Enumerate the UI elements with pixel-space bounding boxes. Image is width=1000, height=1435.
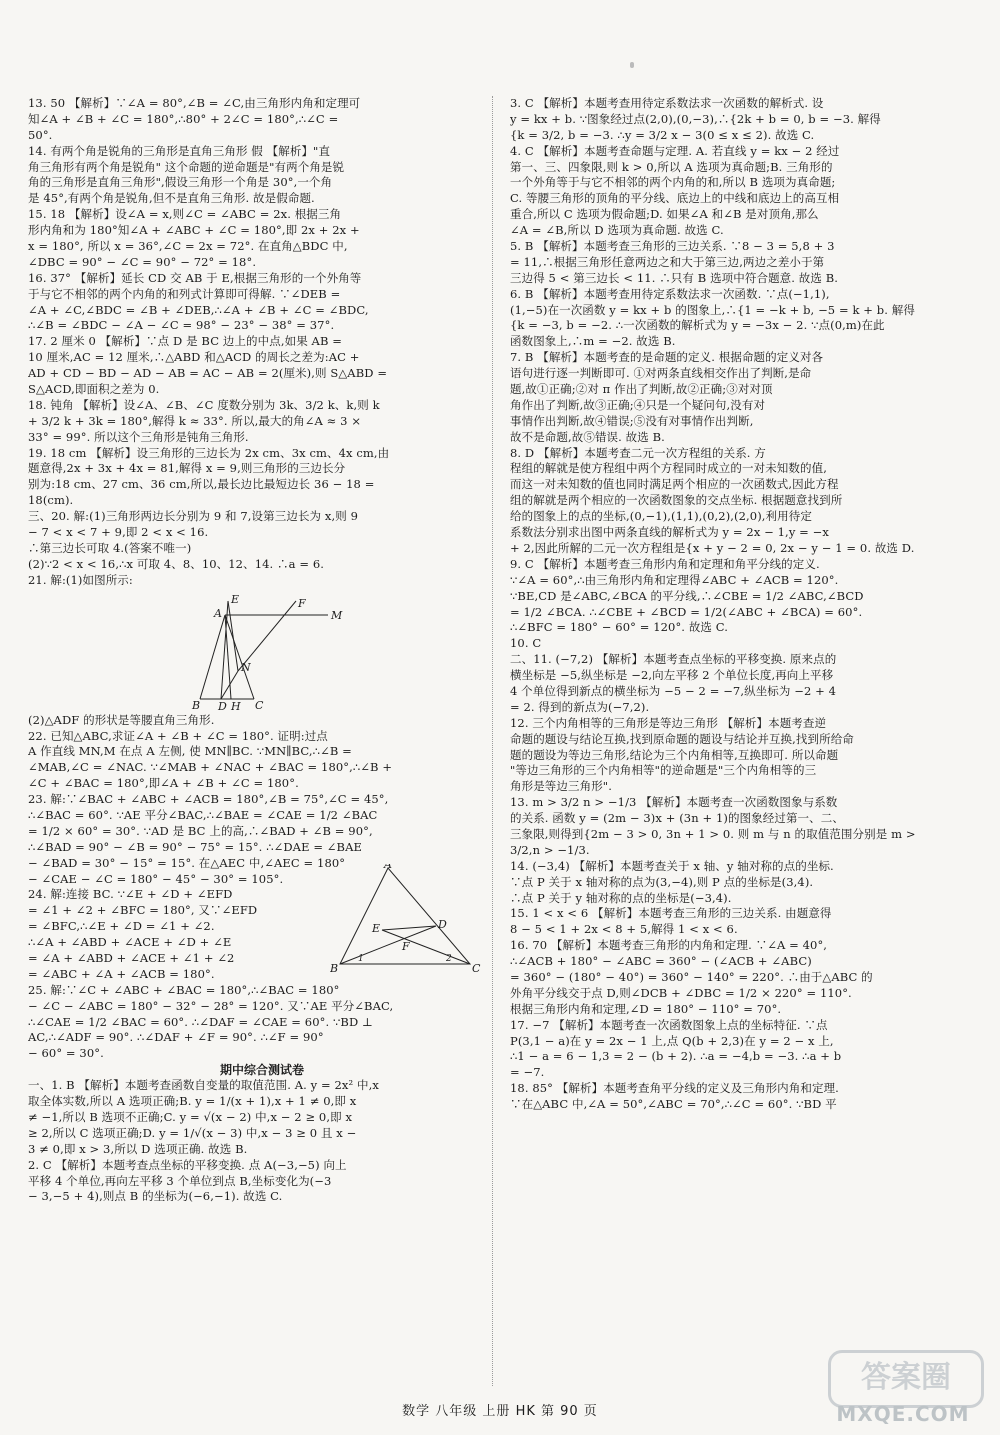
text-line: 而这一对未知数的值也同时满足两个相应的一次函数式,因此方程: [510, 477, 839, 492]
text-line: 22. 已知△ABC,求证∠A + ∠B + ∠C = 180°. 证明:过点: [28, 728, 328, 743]
text-line: 取全体实数,所以 A 选项正确;B. y = 1/(x + 1),x + 1 ≠ 0,即 x: [28, 1094, 357, 1109]
text-line: 角形是等边三角形".: [510, 779, 612, 794]
text-line: ∠A = ∠B,所以 D 选项为真命题. 故选 C.: [510, 223, 724, 238]
text-line: 函数图象上,∴m = −2. 故选 B.: [510, 334, 676, 349]
text-line: 15. 1 < x < 6 【解析】本题考查三角形的三边关系. 由题意得: [510, 906, 832, 921]
text-line: 18(cm).: [28, 493, 74, 508]
text-line: = 2. 得到的新点为(−7,2).: [510, 699, 650, 714]
text-line: 一、1. B 【解析】本题考查函数自变量的取值范围. A. y = 2x² 中,x: [28, 1078, 379, 1093]
text-line: (2)∵2 < x < 16,∴x 可取 4、8、10、12、14. ∴a = 6.: [28, 556, 325, 571]
text-line: 4 个单位得到新点的横坐标为 −5 − 2 = −7,纵坐标为 −2 + 4: [510, 683, 837, 698]
text-line: 15. 18 【解析】设∠A = x,则∠C = ∠ABC = 2x. 根据三角: [28, 207, 342, 222]
text-line: 知∠A + ∠B + ∠C = 180°,∴80° + 2∠C = 180°,∴∠C =: [28, 111, 339, 126]
figure-24-diagram: [330, 864, 496, 974]
text-line: ∠A + ∠C,∠BDC = ∠B + ∠DEB,∴∠A + ∠B + ∠C = ∠BDC,: [28, 302, 369, 317]
text-line: 12. 三个内角相等的三角形是等边三角形 【解析】本题考查逆: [510, 715, 827, 730]
text-line: 16. 70 【解析】本题考查三角形的内角和定理. ∵∠A = 40°,: [510, 938, 828, 953]
text-line: 三、20. 解:(1)三角形两边长分别为 9 和 7,设第三边长为 x,则 9: [28, 509, 359, 524]
text-line: 是 45°,有两个角是锐角,但不是直角三角形. 故是假命题.: [28, 191, 315, 206]
text-line: 23. 解:∵∠BAC + ∠ABC + ∠ACB = 180°,∠B = 75°,∠C = 45°,: [28, 792, 389, 807]
text-line: ∴∠B = ∠BDC − ∠A − ∠C = 98° − 23° − 38° = 37°.: [28, 318, 335, 333]
text-line: 别为:18 cm、27 cm、36 cm,所以,最长边比最短边长 36 − 18 =: [28, 477, 375, 492]
text-line: 17. −7 【解析】本题考查一次函数图象上点的坐标特征. ∵点: [510, 1017, 828, 1032]
text-line: ∴第三边长可取 4.(答案不唯一): [28, 540, 192, 555]
fig24-label-A: A: [384, 864, 392, 871]
text-line: 程组的解就是使方程组中两个方程同时成立的一对未知数的值,: [510, 461, 827, 476]
text-line: "等边三角形的三个内角相等"的逆命题是"三个内角相等的三: [510, 763, 817, 778]
text-line: x = 180°, 所以 x = 36°,∠C = 2x = 72°. 在直角△BDC 中,: [28, 239, 348, 254]
fig21-label-M: M: [331, 608, 343, 622]
text-line: 18. 钝角 【解析】设∠A、∠B、∠C 度数分别为 3k、3/2 k、k,则 k: [28, 397, 380, 412]
text-line: + 3/2 k + 3k = 180°,解得 k ≈ 33°. 所以,最大的角∠A ≈ 3 ×: [28, 413, 362, 428]
watermark-url: MXQE.COM: [836, 1402, 970, 1426]
text-line: 4. C 【解析】本题考查命题与定理. A. 若直线 y = kx − 2 经过: [510, 143, 840, 158]
text-line: 故不是命题,故⑤错误. 故选 B.: [510, 429, 665, 444]
fig24-label-D: D: [438, 918, 447, 931]
text-line: 21. 解:(1)如图所示:: [28, 572, 133, 587]
text-line: ∴点 P 关于 y 轴对称的点的坐标是(−3,4).: [510, 890, 732, 905]
text-line: ∵在△ABC 中,∠A = 50°,∠ABC = 70°,∴∠C = 60°. ∵BD 平: [510, 1097, 837, 1112]
text-line: A 作直线 MN,M 在点 A 左侧, 使 MN∥BC. ∵MN∥BC,∴∠B =: [28, 744, 352, 759]
text-line: {k = 3/2, b = −3. ∴y = 3/2 x − 3(0 ≤ x ≤ 2). 故选 C.: [510, 127, 815, 142]
text-line: = 360° − (180° − 40°) = 360° − 140° = 220°. ∴由于△ABC 的: [510, 969, 873, 984]
text-line: ∠DBC = 90° − ∠C = 90° − 72° = 18°.: [28, 254, 257, 269]
text-line: 13. 50 【解析】∵∠A = 80°,∠B = ∠C,由三角形内角和定理可: [28, 96, 361, 110]
text-line: 9. C 【解析】本题考查三角形内角和定理和角平分线的定义.: [510, 556, 820, 571]
text-line: 13. m > 3/2 n > −1/3 【解析】本题考查一次函数图象与系数: [510, 795, 838, 810]
figure-21: [28, 591, 496, 711]
fig21-label-H: H: [231, 699, 241, 711]
text-line: (2)△ADF 的形状是等腰直角三角形.: [28, 712, 215, 727]
text-line: 18. 85° 【解析】本题考查角平分线的定义及三角形内角和定理.: [510, 1081, 839, 1096]
fig24-label-1: 1: [358, 954, 364, 964]
text-line: + 2,因此所解的二元一次方程组是{x + y − 2 = 0, 2x − y − 1 = 0. 故选 D.: [510, 540, 915, 555]
fig21-label-B: B: [192, 698, 201, 711]
text-line: y = kx + b. ∵图象经过点(2,0),(0,−3),∴{2k + b = 0, b = −3. 解得: [510, 111, 881, 126]
text-line: ∴∠BFC = 180° − 60° = 120°. 故选 C.: [510, 620, 729, 635]
column-divider: [492, 96, 493, 1386]
fig24-label-F: F: [402, 940, 410, 953]
text-line: = ∠A + ∠ABD + ∠ACE + ∠1 + ∠2: [28, 950, 235, 965]
text-line: 重合,所以 C 选项为假命题;D. 如果∠A 和∠B 是对顶角,那么: [510, 207, 819, 222]
scan-speck: [630, 62, 634, 68]
text-line: 14. 有两个角是锐角的三角形是直角三角形 假 【解析】"直: [28, 143, 331, 158]
text-line: 二、11. (−7,2) 【解析】本题考查点坐标的平移变换. 原来点的: [510, 652, 837, 667]
text-line: ∴∠CAE = 1/2 ∠BAC = 60°. ∴∠DAF = ∠CAE = 60°. ∵BD ⊥: [28, 1014, 373, 1029]
fig21-label-E: E: [231, 592, 240, 606]
left-answers-part-3: [28, 1078, 496, 1205]
fig21-label-N: N: [241, 660, 251, 674]
text-line: 8. D 【解析】本题考查二元一次方程组的关系. 方: [510, 445, 766, 460]
text-line: 给的图象上的点的坐标,(0,−1),(1,1),(0,2),(2,0),利用待定: [510, 509, 812, 524]
text-line: 25. 解:∵∠C + ∠ABC + ∠BAC = 180°,∴∠BAC = 180°: [28, 982, 340, 997]
text-line: = ∠BFC,∴∠E + ∠D = ∠1 + ∠2.: [28, 919, 215, 934]
text-line: = 11,∴根据三角形任意两边之和大于第三边,两边之差小于第: [510, 254, 825, 269]
midterm-section-title: 期中综合测试卷: [219, 1063, 304, 1078]
text-line: 事情作出判断,故④错误;⑤没有对事情作出判断,: [510, 413, 754, 428]
text-line: − ∠BAD = 30° − 15° = 15°. 在△AEC 中,∠AEC = 180°: [28, 855, 346, 870]
text-line: − 60° = 30°.: [28, 1046, 104, 1061]
text-line: = ∠ABC + ∠A + ∠ACB = 180°.: [28, 966, 215, 981]
text-line: 10. C: [510, 636, 542, 651]
text-line: 题意得,2x + 3x + 4x = 81,解得 x = 9,则三角形的三边长分: [28, 461, 346, 476]
text-line: 的关系. 函数 y = (2m − 3)x + (3n + 1)的图象经过第一、二、: [510, 811, 844, 826]
text-line: ∠C + ∠BAC = 180°,即∠A + ∠B + ∠C = 180°.: [28, 776, 299, 791]
text-line: {k = −3, b = −2. ∴一次函数的解析式为 y = −3x − 2. ∵点(0,m)在此: [510, 318, 885, 333]
text-line: ∴∠BAD = 90° − ∠B = 90° − 75° = 15°. ∴∠DAE = ∠BAE: [28, 839, 362, 854]
text-line: 外角平分线交于点 D,则∠DCB + ∠DBC = 1/2 × 220° = 110°.: [510, 985, 852, 1000]
fig24-label-2: 2: [446, 954, 452, 964]
text-line: 三象限,则得到{2m − 3 > 0, 3n + 1 > 0. 则 m 与 n 的取值范围分别是 m >: [510, 826, 916, 841]
text-line: 题,故①正确;②对 π 作出了判断,故②正确;③对对顶: [510, 382, 773, 397]
text-line: 语句进行逐一判断即可. ①对两条直线相交作出了判断,是命: [510, 366, 812, 381]
text-line: S△ACD,即面积之差为 0.: [28, 382, 160, 397]
left-answers-part-1: [28, 96, 496, 589]
text-line: ∵∠A = 60°,∴由三角形内角和定理得∠ABC + ∠ACB = 120°.: [510, 572, 839, 587]
text-line: 题的题设为等边三角形,结论为三个内角相等,互换即可. 所以命题: [510, 747, 839, 762]
text-line: − ∠CAE − ∠C = 180° − 45° − 30° = 105°.: [28, 871, 284, 886]
text-line: 第一、三、四象限,则 k > 0,所以 A 选项为真命题;B. 三角形的: [510, 159, 833, 174]
fig21-label-F: F: [298, 596, 306, 610]
text-line: − 7 < x < 7 + 9,即 2 < x < 16.: [28, 525, 209, 540]
text-line: 16. 37° 【解析】延长 CD 交 AB 于 E,根据三角形的一个外角等: [28, 270, 362, 285]
text-line: (1,−5)在一次函数 y = kx + b 的图象上,∴{1 = −k + b, −5 = k + b. 解得: [510, 302, 915, 317]
text-line: 19. 18 cm 【解析】设三角形的三边长为 2x cm、3x cm、4x cm,由: [28, 445, 390, 460]
text-line: = −7.: [510, 1065, 545, 1080]
text-line: 8 − 5 < 1 + 2x < 8 + 5,解得 1 < x < 6.: [510, 922, 738, 937]
right-answers: [510, 96, 978, 1113]
text-line: ∵BE,CD 是∠ABC,∠BCA 的平分线,∴∠CBE = 1/2 ∠ABC,∠BCD: [510, 588, 864, 603]
text-line: 10 厘米,AC = 12 厘米,∴△ABD 和△ACD 的周长之差为:AC +: [28, 350, 360, 365]
text-line: 角三角形有两个角是锐角" 这个命题的逆命题是"有两个角是锐: [28, 159, 345, 174]
text-line: ∴1 − a = 6 − 1,3 = 2 − (b + 2). ∴a = −4,b = −3. ∴a + b: [510, 1049, 842, 1064]
text-line: 6. B 【解析】本题考查用待定系数法求一次函数. ∵点(−1,1),: [510, 286, 830, 301]
text-line: 33° = 99°. 所以这个三角形是钝角三角形.: [28, 429, 249, 444]
text-line: 横坐标是 −5,纵坐标是 −2,向左平移 2 个单位长度,再向上平移: [510, 668, 834, 683]
fig24-label-E: E: [372, 922, 381, 935]
fig24-label-B: B: [330, 962, 339, 974]
page-footer: 数学 八年级 上册 HK 第 90 页: [402, 1404, 598, 1419]
left-column: [28, 96, 496, 1396]
text-line: 50°.: [28, 127, 53, 142]
text-line: C. 等腰三角形的顶角的平分线、底边上的中线和底边上的高互相: [510, 191, 840, 206]
text-line: ≥ 2,所以 C 选项正确;D. y = 1/√(x − 3) 中,x − 3 ≥ 0 且 x −: [28, 1125, 357, 1140]
figure-21-diagram: [28, 591, 496, 711]
text-line: 3. C 【解析】本题考查用待定系数法求一次函数的解析式. 设: [510, 96, 824, 110]
text-line: − 3,−5 + 4),则点 B 的坐标为(−6,−1). 故选 C.: [28, 1189, 283, 1204]
text-line: ∠MAB,∠C = ∠NAC. ∵∠MAB + ∠NAC + ∠BAC = 180°,∴∠B +: [28, 760, 393, 775]
fig21-label-C: C: [255, 698, 264, 711]
text-line: = ∠1 + ∠2 + ∠BFC = 180°, 又∵∠EFD: [28, 903, 258, 918]
text-line: = 1/2 × 60° = 30°. ∵AD 是 BC 上的高,∴∠BAD + ∠B = 90°,: [28, 823, 373, 838]
fig24-label-C: C: [472, 962, 481, 974]
right-column: [510, 96, 978, 1396]
watermark: [818, 1350, 988, 1430]
text-line: 17. 2 厘米 0 【解析】∵点 D 是 BC 边上的中点,如果 AB =: [28, 334, 343, 349]
text-line: AD + CD − BD − AD − AB = AC − AB = 2(厘米),则 S△ABD =: [28, 366, 388, 381]
text-line: 3 ≠ 0,即 x > 3,所以 D 选项正确. 故选 B.: [28, 1141, 248, 1156]
text-line: P(3,1 − a)在 y = 2x − 1 上,点 Q(b + 2,3)在 y = 2 − x 上,: [510, 1033, 834, 1048]
text-line: 于与它不相邻的两个内角的和列式计算即可得解. ∵∠DEB =: [28, 286, 341, 301]
text-line: ∴∠ACB + 180° − ∠ABC = 360° − (∠ACB + ∠ABC): [510, 954, 812, 969]
text-line: AC,∴∠ADF = 90°. ∴∠DAF + ∠F = 90°. ∴∠F = 90°: [28, 1030, 324, 1045]
text-line: 命题的题设与结论互换,找到原命题的题设与结论并互换,找到所给命: [510, 731, 854, 746]
text-line: 角的三角形是直角三角形",假设三角形一个角是 30°,一个角: [28, 175, 333, 190]
text-line: 三边得 5 < 第三边长 < 11. ∴只有 B 选项中符合题意. 故选 B.: [510, 270, 839, 285]
text-line: 形内角和为 180°知∠A + ∠ABC + ∠C = 180°,即 2x + 2x +: [28, 223, 360, 238]
text-line: 一个外角等于与它不相邻的两个内角的和,所以 B 选项为真命题;: [510, 175, 836, 190]
text-line: ∴∠A + ∠ABD + ∠ACE + ∠D + ∠E: [28, 935, 232, 950]
text-line: 7. B 【解析】本题考查的是命题的定义. 根据命题的定义对各: [510, 350, 824, 365]
text-line: 系数法分别求出图中两条直线的解析式为 y = 2x − 1,y = −x: [510, 525, 829, 540]
figure-24: [330, 864, 496, 974]
text-line: ∴∠BAC = 60°. ∵AE 平分∠BAC,∴∠BAE = ∠CAE = 1/2 ∠BAC: [28, 807, 378, 822]
text-line: 2. C 【解析】本题考查点坐标的平移变换. 点 A(−3,−5) 向上: [28, 1157, 347, 1172]
text-line: 3/2,n > −1/3.: [510, 842, 590, 857]
fig21-label-D: D: [218, 699, 227, 711]
watermark-logo: 答案圈: [828, 1350, 984, 1408]
text-line: 组的解就是两个相应的一次函数图象的交点坐标. 根据题意找到所: [510, 493, 843, 508]
text-line: 5. B 【解析】本题考查三角形的三边关系. ∵8 − 3 = 5,8 + 3: [510, 239, 835, 254]
text-line: 角作出了判断,故③正确;④只是一个疑问句,没有对: [510, 397, 766, 412]
text-line: = 1/2 ∠BCA. ∴∠CBE + ∠BCD = 1/2(∠ABC + ∠BCA) = 60°.: [510, 604, 863, 619]
text-line: ≠ −1,所以 B 选项不正确;C. y = √(x − 2) 中,x − 2 ≥ 0,即 x: [28, 1109, 353, 1124]
text-line: ∵点 P 关于 x 轴对称的点为(3,−4),则 P 点的坐标是(3,4).: [510, 874, 814, 889]
text-line: 24. 解:连接 BC. ∵∠E + ∠D + ∠EFD: [28, 887, 233, 902]
text-line: − ∠C − ∠ABC = 180° − 32° − 28° = 120°. 又∵AE 平分∠BAC,: [28, 998, 394, 1013]
text-line: 根据三角形内角和定理,∠D = 180° − 110° = 70°.: [510, 1001, 782, 1016]
text-line: 14. (−3,4) 【解析】本题考查关于 x 轴、y 轴对称的点的坐标.: [510, 858, 834, 873]
fig21-label-A: A: [214, 606, 222, 620]
text-line: 平移 4 个单位,再向左平移 3 个单位到点 B,坐标变化为(−3: [28, 1173, 332, 1188]
